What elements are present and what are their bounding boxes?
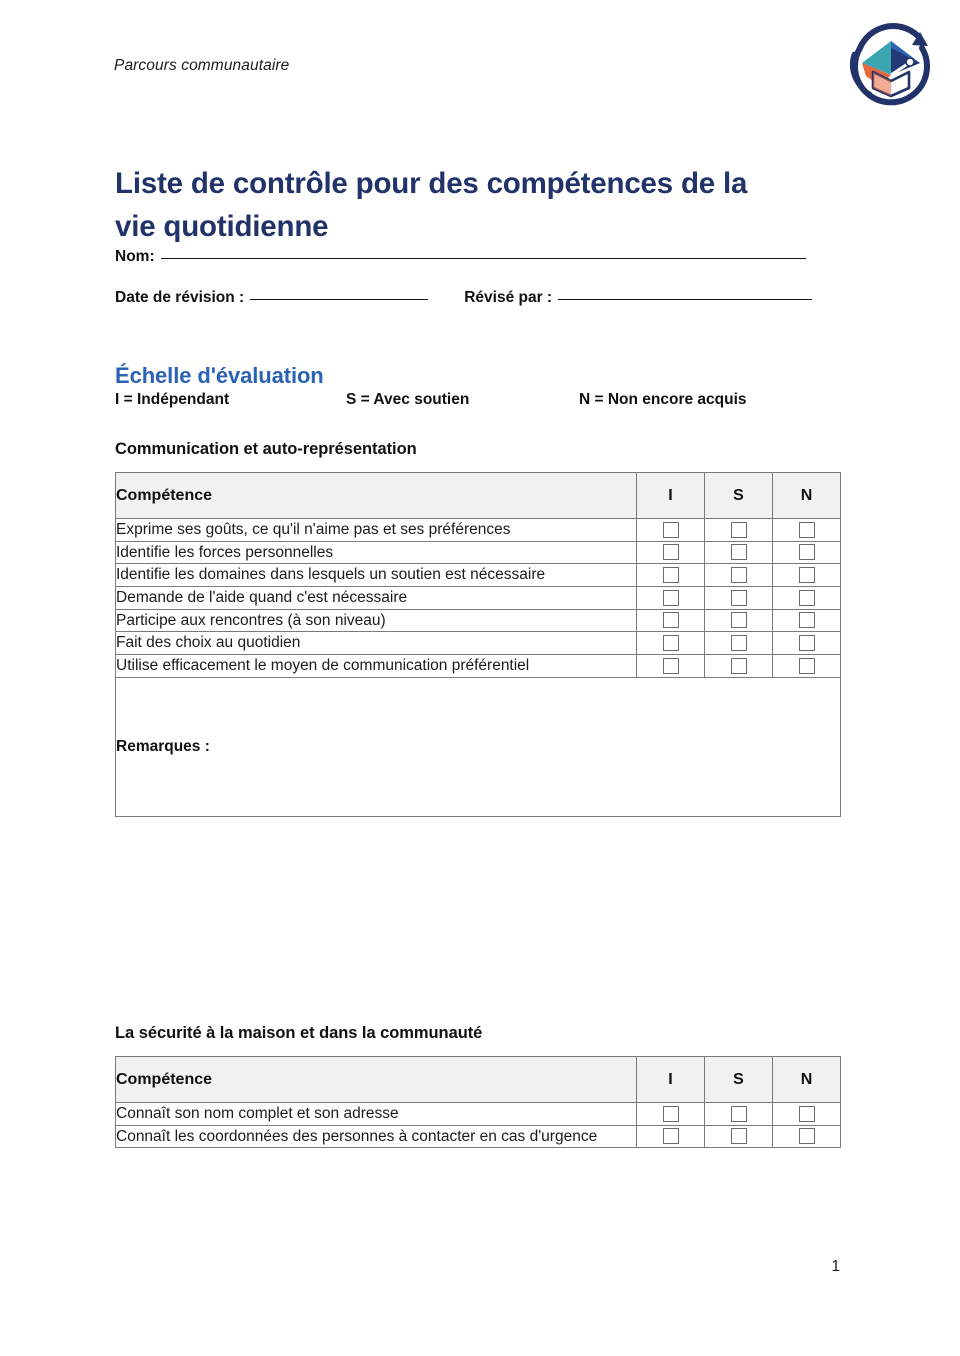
table-row [116,632,841,655]
table-row [116,609,841,632]
legend-item-supported: S = Avec soutien [346,391,470,408]
checkbox-icon[interactable] [663,567,679,583]
checkbox-icon[interactable] [731,1106,747,1122]
checkbox-cell-not-yet[interactable] [773,587,841,610]
header-program-label: Parcours communautaire [114,57,290,74]
checkbox-icon[interactable] [663,658,679,674]
column-header-independent: I [637,1057,705,1103]
table-row [116,1125,841,1148]
table-row [116,519,841,542]
skill-label: Demande de l'aide quand c'est nécessaire [116,587,637,610]
checkbox-cell-independent[interactable] [637,632,705,655]
name-field-row [115,248,806,266]
table-header-row [116,1057,841,1103]
checkbox-icon[interactable] [663,590,679,606]
notes-row [116,677,841,816]
checkbox-icon[interactable] [663,1106,679,1122]
checkbox-cell-supported[interactable] [705,541,773,564]
checkbox-icon[interactable] [799,544,815,560]
checkbox-cell-supported[interactable] [705,655,773,678]
checkbox-cell-not-yet[interactable] [773,1125,841,1148]
skill-label: Identifie les domaines dans lesquels un soutien est nécessaire [116,564,637,587]
checkbox-cell-independent[interactable] [637,655,705,678]
legend-item-independent: I = Indépendant [115,391,230,408]
checkbox-icon[interactable] [799,522,815,538]
checkbox-cell-not-yet[interactable] [773,1103,841,1126]
checkbox-icon[interactable] [731,612,747,628]
skill-label: Fait des choix au quotidien [116,632,637,655]
column-header-not-yet: N [773,473,841,519]
notes-label[interactable]: Remarques : [116,677,841,816]
checkbox-icon[interactable] [799,635,815,651]
checkbox-cell-independent[interactable] [637,587,705,610]
checkbox-icon[interactable] [731,567,747,583]
checkbox-cell-not-yet[interactable] [773,655,841,678]
checkbox-cell-supported[interactable] [705,587,773,610]
checkbox-icon[interactable] [731,635,747,651]
table-header-row [116,473,841,519]
column-header-skill: Compétence [116,473,637,519]
section-communication [115,440,841,817]
section-heading: Communication et auto-représentation [115,440,417,458]
checkbox-cell-supported[interactable] [705,519,773,542]
name-label: Nom: [115,248,155,265]
checkbox-cell-independent[interactable] [637,564,705,587]
checkbox-icon[interactable] [731,544,747,560]
skill-label: Identifie les forces personnelles [116,541,637,564]
table-row [116,541,841,564]
checkbox-cell-supported[interactable] [705,1125,773,1148]
table-row [116,564,841,587]
checkbox-icon[interactable] [799,567,815,583]
skills-table-body [116,1103,841,1148]
skill-label: Exprime ses goûts, ce qu'il n'aime pas et ses préférences [116,519,637,542]
page-title: Liste de contrôle pour des compétences de la vie quotidienne [115,166,748,244]
table-row [116,655,841,678]
skill-label: Utilise efficacement le moyen de communication préférentiel [116,655,637,678]
section-safety [115,1024,841,1148]
checkbox-icon[interactable] [663,522,679,538]
checkbox-icon[interactable] [799,1128,815,1144]
legend-item-not-yet: N = Non encore acquis [579,391,747,408]
page-number: 1 [831,1258,840,1275]
checkbox-cell-not-yet[interactable] [773,564,841,587]
checkbox-icon[interactable] [799,612,815,628]
name-input[interactable] [161,258,806,259]
rating-scale-heading: Échelle d'évaluation [115,363,324,389]
review-date-input[interactable] [250,299,428,300]
skill-label: Connaît les coordonnées des personnes à contacter en cas d'urgence [116,1125,637,1148]
skills-table [115,1056,841,1148]
column-header-supported: S [705,1057,773,1103]
checkbox-cell-not-yet[interactable] [773,609,841,632]
checkbox-cell-not-yet[interactable] [773,632,841,655]
checkbox-cell-supported[interactable] [705,1103,773,1126]
checkbox-cell-supported[interactable] [705,609,773,632]
checkbox-icon[interactable] [731,590,747,606]
checkbox-icon[interactable] [731,522,747,538]
skill-label: Participe aux rencontres (à son niveau) [116,609,637,632]
graduation-cap-circular-arrow-logo [840,14,942,116]
table-row [116,587,841,610]
checkbox-icon[interactable] [663,1128,679,1144]
checkbox-cell-supported[interactable] [705,632,773,655]
checkbox-cell-not-yet[interactable] [773,541,841,564]
checkbox-icon[interactable] [663,635,679,651]
reviewer-label: Révisé par : [464,289,553,306]
column-header-skill: Compétence [116,1057,637,1103]
checkbox-cell-independent[interactable] [637,541,705,564]
column-header-independent: I [637,473,705,519]
reviewer-input[interactable] [558,299,812,300]
review-date-label: Date de révision : [115,289,245,306]
document-header [0,0,960,118]
checkbox-icon[interactable] [799,590,815,606]
checkbox-icon[interactable] [799,658,815,674]
review-field-row [115,289,812,307]
skill-label: Connaît son nom complet et son adresse [116,1103,637,1126]
skills-table [115,472,841,817]
table-row [116,1103,841,1126]
checkbox-cell-independent[interactable] [637,1125,705,1148]
checkbox-icon[interactable] [663,612,679,628]
checkbox-icon[interactable] [731,658,747,674]
skills-table-body [116,519,841,817]
checkbox-cell-supported[interactable] [705,564,773,587]
checkbox-cell-independent[interactable] [637,609,705,632]
column-header-not-yet: N [773,1057,841,1103]
checkbox-cell-independent[interactable] [637,519,705,542]
checkbox-icon[interactable] [799,1106,815,1122]
column-header-supported: S [705,473,773,519]
checkbox-icon[interactable] [731,1128,747,1144]
checkbox-cell-not-yet[interactable] [773,519,841,542]
checkbox-icon[interactable] [663,544,679,560]
checkbox-cell-independent[interactable] [637,1103,705,1126]
section-heading: La sécurité à la maison et dans la communauté [115,1024,483,1042]
